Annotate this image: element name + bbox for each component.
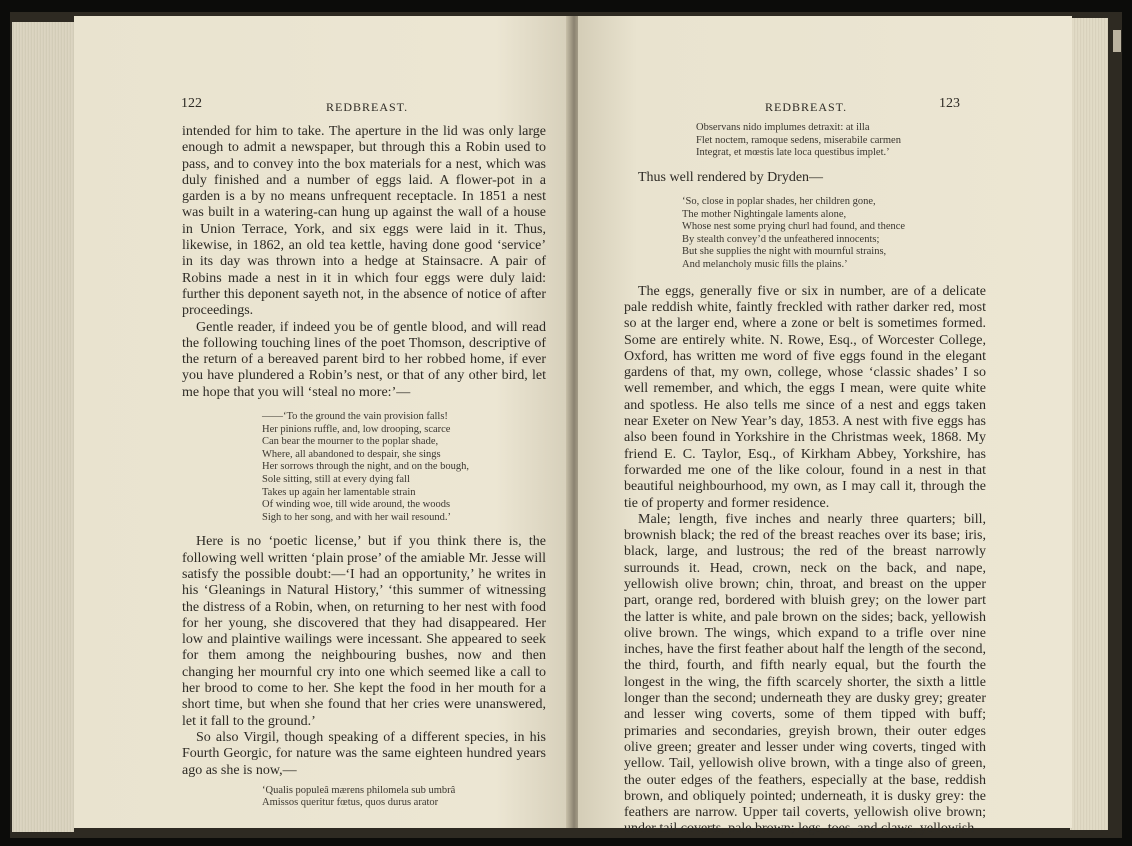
verse-line: Whose nest some prying churl had found, and thence [682, 221, 906, 233]
paragraph: Thus well rendered by Dryden— [638, 169, 824, 185]
verse-line: Where, all abandoned to despair, she sings [262, 448, 441, 460]
verse-line: Amissos queritur fœtus, quos durus arator [262, 797, 439, 809]
right-body [624, 122, 986, 838]
verse-line: Her sorrows through the night, and on the bough, [262, 461, 470, 473]
verse-line: And melancholy music fills the plains.’ [682, 259, 848, 271]
verse-block [262, 785, 546, 810]
page-number: 123 [939, 96, 960, 111]
paragraph: The eggs, generally five or six in number, are of a delicate pale reddish white, faintly freckled with rather darker red, most so at the larger end, where a zone or belt is sometimes formed. Some are entirely white. N. Rowe, Esq., of Worcester College, Oxford, has written me word of five eggs found in the elegant gardens of that, my own, college, whose ‘classic shades’ I so well remember, and which, the eggs I mean, were quite white and spotless. He also tells me since of a nest and eggs taken near Exeter on New Year’s day, 1853. A nest with five eggs has also been found in Yorkshire in the Christmas week, 1868. My friend E. C. Taylor, Esq., of Kirkham Abbey, Yorkshire, has forwarded me one of the like colour, found in a nest in that beautiful neighbourhood, my own, as I may call it, through the tie of property and former residence. [624, 283, 986, 511]
running-head: REDBREAST. [326, 100, 409, 114]
verse-line: The mother Nightingale laments alone, [682, 208, 847, 220]
verse-line: Sole sitting, still at every dying fall [262, 474, 410, 486]
verse-line: Observans nido implumes detraxit: at illa [696, 122, 870, 133]
verse-line: Sigh to her song, and with her wail resound.’ [262, 511, 451, 523]
verse-block [696, 122, 986, 160]
verse-line: ‘Qualis populeâ mærens philomela sub umbrâ [262, 784, 456, 796]
paragraph: Male; length, five inches and nearly three quarters; bill, brownish black; the red of the breast reaches over its base; iris, black, large, and lustrous; the red of the breast narrowly surrounds it. Head, crown, neck on the back, and nape, yellowish olive brown; chin, throat, and breast on the upper part, orange red, bordered with bluish grey; on the lower part the latter is white, and pale brown on the sides; back, yellowish olive brown. The wings, which expand to a trifle over nine inches, have the first feather about half the length of the second, the third, fourth, and fifth nearly equal, but the fourth the longest in the wing, the fifth scarcely shorter, the sixth a little longer than the second; underneath they are dusky grey; greater and lesser wing coverts, some of them tipped with buff; primaries and secondaries, greyish brown, their outer edges olive green; greater and lesser under wing coverts, tinged with yellow. Tail, yellowish olive brown, with a tinge also of green, the outer edges of the feathers, especially at the base, reddish brown, and obliquely pointed; underneath, it is dusky grey: the feathers are narrow. Upper tail coverts, yellowish olive brown; under tail coverts, pale brown; legs, toes, and claws, yellowish [624, 511, 986, 837]
paragraph: intended for him to take. The aperture in the lid was only large enough to admit a newspaper, but through this a Robin used to pass, and to convey into the box materials for a nest, which was duly finished and a number of eggs laid. A flower-pot in a garden is a by no means unfrequent receptacle. In 1851 a nest was built in a watering-can hung up against the wall of a house in Union Terrace, York, and six eggs were laid in it. Thus, likewise, in 1862, an old tea kettle, having done good ‘service’ in its day was thrown into a hedge at Stainsacre. A pair of Robins made a nest in it in which four eggs were duly laid: further this deponent sayeth not, in the absence of notice of after proceedings. [182, 124, 546, 319]
right-page-edges [1070, 18, 1108, 830]
verse-line: But she supplies the night with mournful strains, [682, 246, 887, 258]
left-page-edges [12, 22, 74, 832]
verse-line: ——‘To the ground the vain provision falls! [262, 411, 448, 423]
paragraph: So also Virgil, though speaking of a different species, in his Fourth Georgic, for nature was the same eighteen hundred years ago as she is now,— [182, 729, 546, 778]
paragraph: Gentle reader, if indeed you be of gentle blood, and will read the following touching lines of the poet Thomson, descriptive of the return of a bereaved parent bird to her robbed home, if ever you have plundered a Robin’s nest, or that of any other bird, let me hope that you will ‘steal no more:’— [182, 319, 546, 400]
page-number: 122 [181, 96, 202, 111]
verse-line: Takes up again her lamentable strain [262, 486, 416, 498]
verse-line: Flet noctem, ramoque sedens, miserabile carmen [696, 134, 901, 146]
left-body [182, 124, 546, 810]
bookmark-tab [1113, 30, 1121, 52]
running-head: REDBREAST. [765, 100, 848, 114]
right-page [578, 16, 1072, 837]
verse-line: Of winding woe, till wide around, the woods [262, 499, 451, 511]
left-page [74, 16, 570, 828]
verse-line: By stealth convey’d the unfeathered innocents; [682, 233, 880, 245]
verse-line: Integrat, et mœstis late loca questibus implet.’ [696, 147, 890, 159]
verse-block [262, 411, 546, 524]
verse-block [682, 196, 986, 272]
paragraph: Here is no ‘poetic license,’ but if you think there is, the following well written ‘plain prose’ of the amiable Mr. Jesse will satisfy the possible doubt:—‘I had an opportunity,’ he writes in his ‘Gleanings in Natural History,’ ‘this summer of witnessing the distress of a Robin, when, on returning to her nest with food for her young, she discovered that they had disappeared. Her low and plaintive wailings were incessant. She appeared to seek for them among the neighbouring bushes, now and then changing her mournful cry into one which seemed like a call to her brood to come to her. She kept the food in her mouth for a short time, but when she found that her cries were unanswered, let it fall to the ground.’ [182, 534, 546, 729]
verse-line: Her pinions ruffle, and, low drooping, scarce [262, 423, 451, 435]
verse-line: ‘So, close in poplar shades, her children gone, [682, 196, 876, 208]
verse-line: Can bear the mourner to the poplar shade, [262, 436, 439, 448]
